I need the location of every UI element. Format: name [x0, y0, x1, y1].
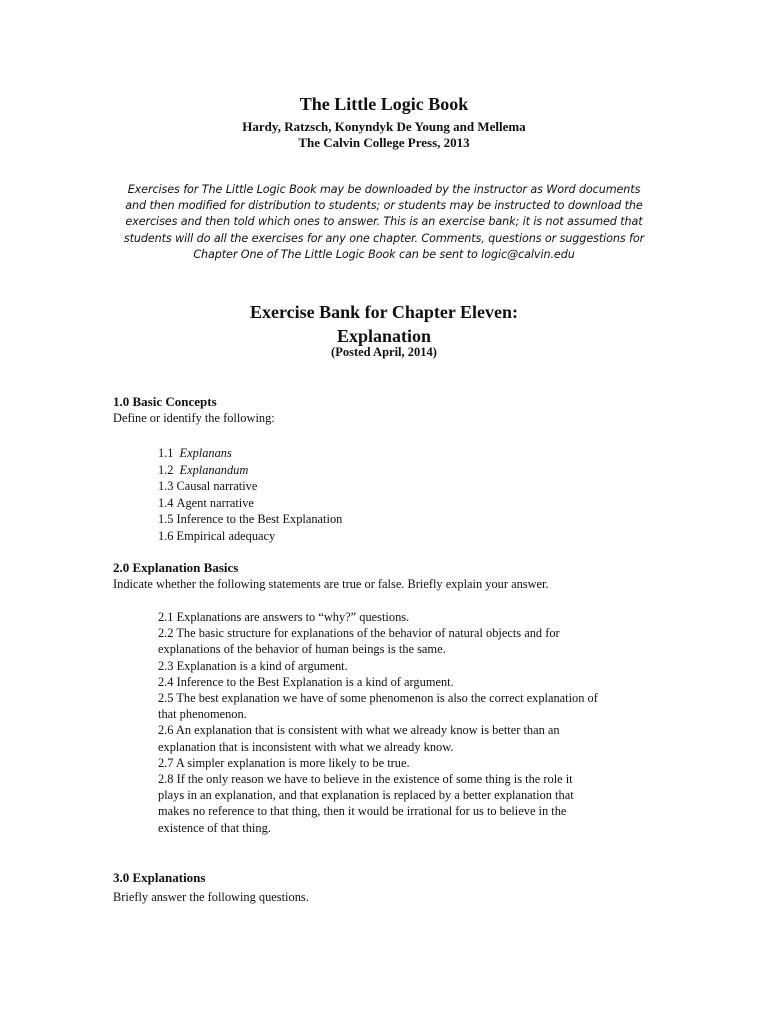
- statement-line: explanation that is inconsistent with what we already know.: [158, 739, 454, 754]
- list-item: [158, 511, 658, 528]
- item-number: 1.6: [158, 528, 174, 543]
- item-text: Explanandum: [179, 462, 249, 477]
- item-text: Empirical adequacy: [176, 528, 276, 543]
- intro-line: students will do all the exercises for any one chapter. Comments, questions or suggestions for: [123, 231, 645, 245]
- statement-line: 2.5 The best explanation we have of some phenomenon is also the correct explanation of: [158, 691, 598, 706]
- list-item: [158, 478, 658, 495]
- statement-line: plays in an explanation, and that explanation is replaced by a better explanation that: [158, 788, 574, 803]
- item-text: Agent narrative: [176, 495, 254, 510]
- statement-line: 2.3 Explanation is a kind of argument.: [158, 658, 348, 673]
- true-false-list: [158, 609, 658, 836]
- section-heading-basic-concepts: 1.0 Basic Concepts: [113, 394, 217, 409]
- intro-line: exercises and then told which ones to answer. This is an exercise bank; it is not assumed that: [125, 215, 643, 229]
- statement-line: makes no reference to that thing, then it would be irrational for us to believe in the: [158, 804, 567, 819]
- item-number: 1.4: [158, 495, 174, 510]
- statement-line: existence of that thing.: [158, 820, 271, 835]
- statement-line: 2.6 An explanation that is consistent with what we already know is better than an: [158, 723, 560, 738]
- item-text: Inference to the Best Explanation: [176, 512, 343, 527]
- item-number: 1.5: [158, 512, 174, 527]
- posted-date: (Posted April, 2014): [331, 345, 437, 359]
- book-title: The Little Logic Book: [299, 94, 469, 114]
- section-instruction: Briefly answer the following questions.: [113, 890, 309, 904]
- book-publisher: The Calvin College Press, 2013: [298, 135, 470, 150]
- statement-line: 2.7 A simpler explanation is more likely to be true.: [158, 755, 410, 770]
- item-number: 1.3: [158, 479, 174, 494]
- list-item: [158, 528, 658, 545]
- section-instruction: Define or identify the following:: [113, 411, 275, 425]
- intro-line: and then modified for distribution to students; or students may be instructed to download the: [125, 199, 643, 213]
- section-instruction: Indicate whether the following statements are true or false. Briefly explain your answer.: [113, 577, 549, 591]
- statement-line: 2.1 Explanations are answers to “why?” questions.: [158, 610, 410, 624]
- item-text: Causal narrative: [176, 479, 258, 494]
- list-item: [158, 445, 658, 462]
- intro-line: Exercises for The Little Logic Book may be downloaded by the instructor as Word documents: [127, 183, 641, 196]
- section-heading-explanation-basics: 2.0 Explanation Basics: [113, 560, 239, 575]
- intro-line: Chapter One of The Little Logic Book can be sent to logic@calvin.edu: [193, 247, 575, 261]
- statement-line: 2.2 The basic structure for explanations of the behavior of natural objects and for: [158, 626, 560, 641]
- statement-line: explanations of the behavior of human beings is the same.: [158, 642, 446, 657]
- intro-paragraph: [118, 182, 650, 263]
- item-text: Explanans: [179, 446, 232, 460]
- item-number: 1.1: [158, 446, 174, 460]
- statement-line: 2.8 If the only reason we have to believe in the existence of some thing is the role it: [158, 772, 573, 787]
- item-number: 1.2: [158, 462, 174, 477]
- statement-line: that phenomenon.: [158, 707, 247, 722]
- exercise-bank-title-line-1: Exercise Bank for Chapter Eleven:: [250, 302, 518, 322]
- statement-line: 2.4 Inference to the Best Explanation is a kind of argument.: [158, 674, 454, 689]
- list-item: [158, 462, 658, 479]
- section-heading-explanations: 3.0 Explanations: [113, 870, 206, 885]
- exercise-bank-title-line-2: Explanation: [336, 326, 432, 346]
- exercise-bank-title: [0, 300, 768, 348]
- book-authors: Hardy, Ratzsch, Konyndyk De Young and Mellema: [242, 119, 526, 134]
- list-item: [158, 495, 658, 512]
- basic-concepts-list: [158, 445, 658, 545]
